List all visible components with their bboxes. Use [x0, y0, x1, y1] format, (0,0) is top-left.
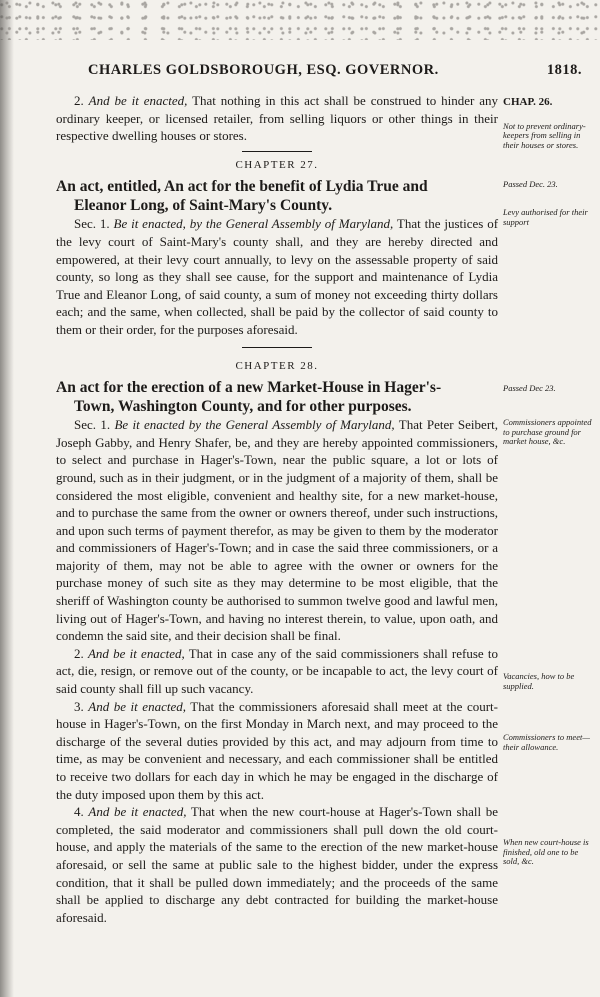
- chapter-28-title: [56, 378, 498, 416]
- chapter-27-title: [56, 177, 498, 215]
- chapter-27-title-line1: An act, entitled, An act for the benefit of Lydia True and: [56, 178, 428, 196]
- ch28-section-2: [56, 645, 498, 698]
- ch26-section-2: [56, 92, 498, 145]
- enacting-clause: And be it enacted,: [88, 93, 188, 108]
- chapter-28-title-line2: Town, Washington County, and for other purposes.: [74, 398, 412, 416]
- divider-rule: [242, 151, 312, 152]
- margin-meet-allowance: Commissioners to meet—their allowance.: [503, 732, 590, 752]
- section-number: 4.: [74, 804, 84, 820]
- margin-chap26: [503, 98, 593, 150]
- section-text: That Peter Seibert, Joseph Gabby, and Henry Shafer, be, and they are hereby appointed commissioners, to select and purchase in Hager's-Town, near the public square, a lot or lots of ground, such as in their judgment, or in the judgment of a majority of them, shall be considered the most eligible, convenient and healthy site, for a new market-house, and to purchase the same from the owner or owners thereof, under such instructions, and upon such terms of payment therefor, as may be given to them by the moderator and commissioners of Hager's-Town; and in case the said three commissioners, or a majority of them, may not be able to agree with the owner or owners for the purchase money of such site as they may determine to be most eligible, that the sheriff of Washington county be authorised to summon twelve good and lawful men, living out of Hager's-Town, and having no interest therein, to value, upon oath, and condemn the said site, and their decision shall be final.: [56, 417, 499, 644]
- chapter-28-title-line1: An act for the erection of a new Market-House in Hager's-: [56, 379, 442, 397]
- ch27-section-1: [56, 215, 498, 338]
- chapter-27-title-line2: Eleanor Long, of Saint-Mary's County.: [74, 197, 333, 215]
- ch28-section-4: [56, 803, 498, 926]
- margin-chapter-label: CHAP. 26.: [503, 96, 553, 108]
- margin-ch28-commissioners: Commissioners appointed to purchase ground for market house, &c.: [503, 417, 592, 447]
- main-text-column: [56, 92, 498, 926]
- section-text: That the commissioners aforesaid shall meet at the court-house in Hager's-Town, on the first Monday in March next, and may proceed to the discharge of the several duties provided by this act, and may adjourn from time to time, as may be convenient and necessary, and each commissioner shall be entitled to receive two dollars for each day in which he may be engaged in the discharge of the duty imposed upon them by this act.: [56, 698, 498, 802]
- section-text: That the justices of the levy court of Saint-Mary's county shall, and they are hereby directed and empowered, at their levy court annually, to levy on the assessable property of said county, so long as they shall see cause, for the support and maintenance of Lydia True and Eleanor Long, of said county, a sum of money not exceeding thirty dollars each; and the same, when collected, shall be paid by the collector of said county to them or their order, for the purposes aforesaid.: [56, 216, 499, 337]
- page-year: 1818.: [546, 62, 582, 78]
- enacting-clause: And be it enacted,: [88, 804, 187, 820]
- margin-ch28-passed: Passed Dec 23.: [503, 383, 556, 393]
- section-number: 2.: [74, 93, 84, 108]
- enacting-clause: And be it enacted,: [87, 645, 185, 661]
- margin-ch27-levy: Levy authorised for their support: [503, 207, 588, 227]
- section-text: That nothing in this act shall be construed to hinder any ordinary keeper, or licensed retailer, from selling liquors or other things in their respective dwelling houses or stores.: [56, 93, 499, 144]
- margin-note-ordinary-keepers: Not to prevent ordinary-keepers from selling in their houses or stores.: [503, 120, 586, 150]
- section-number: 2.: [74, 645, 84, 661]
- chapter-28-heading: CHAPTER 28.: [235, 359, 319, 372]
- margin-ch27-passed: Passed Dec. 23.: [503, 179, 558, 189]
- enacting-clause: And be it enacted,: [88, 698, 186, 714]
- section-number: 3.: [74, 698, 84, 714]
- enacting-clause: Be it enacted, by the General Assembly of Maryland,: [113, 216, 394, 232]
- section-text: That in case any of the said commissioners shall refuse to act, die, resign, or remove out of the county, or be incapable to act, the levy court of said county shall fill up such vacancy.: [56, 645, 499, 697]
- ch28-section-3: [56, 698, 498, 804]
- margin-vacancies: Vacancies, how to be supplied.: [503, 671, 575, 691]
- enacting-clause: Be it enacted by the General Assembly of Maryland,: [114, 417, 395, 433]
- ch28-section-1: [56, 416, 498, 645]
- chapter-27-heading: CHAPTER 27.: [235, 158, 319, 171]
- scan-noise-top: [0, 0, 600, 40]
- section-text: That when the new court-house at Hager's-Town shall be completed, the said moderator and commissioners shall pull down the old court-house, and apply the materials of the same to the erection of the new market-house aforesaid, or sell the same at public sale to the highest bidder, under the express condition, that it shall be pulled down immediately; and the proceeds of the same shall be applied to discharge any debt contracted for building the market-house aforesaid.: [56, 804, 499, 925]
- scan-shadow-left: [0, 0, 14, 997]
- divider-rule: [242, 347, 312, 348]
- running-head-title: CHARLES GOLDSBOROUGH, ESQ. GOVERNOR.: [88, 62, 439, 78]
- margin-new-court-house: When new court-house is finished, old one to be sold, &c.: [503, 837, 589, 867]
- section-number: Sec. 1.: [74, 216, 110, 232]
- section-number: Sec. 1.: [74, 417, 111, 433]
